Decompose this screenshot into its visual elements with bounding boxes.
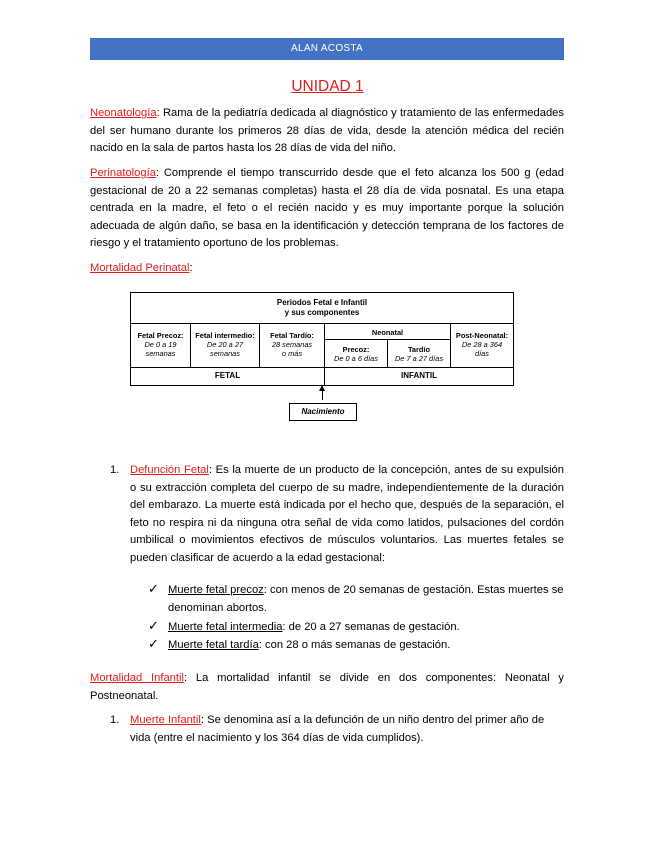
checklist-item	[168, 582, 564, 617]
checklist-item	[168, 619, 564, 637]
birth-arrow-head	[319, 385, 325, 391]
defuncion-fetal-term: Defunción Fetal	[130, 464, 209, 476]
muerte-infantil-paragraph	[130, 712, 564, 747]
fetal-precoz-value: semanas	[145, 349, 176, 358]
diagram-divider	[131, 367, 513, 368]
mortalidad-perinatal-suffix: :	[189, 262, 193, 274]
neonatologia-paragraph	[90, 105, 564, 158]
muerte-infantil-term: Muerte Infantil	[130, 714, 201, 726]
neonatologia-text: : Rama de la pediatría dedicada al diagnóstico y tratamiento de las enfermedades del ser humano durante los primeros 28 días de vida, desde la atención médica del recién nacido en la sala de partos hasta los 28 días de vida del niño.	[90, 107, 564, 154]
neonatal-tardio-value: De 7 a 27 días	[394, 354, 444, 363]
mortalidad-infantil-paragraph	[90, 670, 564, 705]
neonatal-precoz-value: De 0 a 6 días	[334, 354, 378, 363]
check-icon: ✓	[148, 636, 159, 651]
fetal-tardio-value: o más	[281, 349, 303, 358]
fetal-intermedio-value: semanas	[210, 349, 240, 358]
checklist-text: : con 28 o más semanas de gestación.	[258, 639, 451, 651]
checklist-item	[168, 637, 564, 655]
mortalidad-infantil-term: Mortalidad Infantil	[90, 672, 184, 684]
mortalidad-perinatal-heading	[90, 260, 564, 278]
neonatal-label: Neonatal	[371, 328, 404, 337]
post-neonatal-value: días	[475, 349, 489, 358]
header-banner	[90, 38, 564, 60]
neonatal-tardio-label: Tardío	[407, 345, 431, 354]
checklist-text: : con menos de 20 semanas de gestación. Estas muertes se denominan abortos.	[168, 584, 564, 614]
diagram-title-line2: y sus componentes	[284, 308, 360, 317]
muerte-infantil-text: : Se denomina así a la defunción de un niño dentro del primer año de vida (entre el nacimiento y los 364 días de vida cumplidos).	[130, 714, 545, 744]
check-icon: ✓	[148, 618, 159, 633]
neonatal-precoz-label: Precoz:	[342, 345, 370, 354]
fetal-precoz-label: Fetal Precoz:	[137, 331, 184, 340]
mortalidad-perinatal-term: Mortalidad Perinatal	[90, 262, 190, 274]
fetal-tardio-label: Fetal Tardío:	[270, 331, 314, 340]
fetal-intermedio-value: De 20 a 27	[206, 340, 244, 349]
post-neonatal-cell	[451, 331, 513, 358]
fetal-period-label: FETAL	[214, 371, 241, 380]
mortalidad-infantil-text: : La mortalidad infantil se divide en dos componentes: Neonatal y Postneonatal.	[90, 672, 564, 702]
fetal-precoz-value: De 0 a 19	[144, 340, 177, 349]
perinatologia-term: Perinatología	[90, 167, 156, 179]
defuncion-fetal-text: : Es la muerte de un producto de la concepción, antes de su expulsión o su extracción completa del cuerpo de su madre, independientemente de la duración del embarazo. La muerte está indicada por el hecho que, después de la separación, el feto no respira ni da ninguna otra señal de vida como latidos, pulsaciones del cordón umbilical o movimientos efectivos de músculos voluntarios. Las muertes fetales se pueden clasificar de acuerdo a la edad gestacional:	[130, 464, 565, 564]
post-neonatal-value: De 28 a 364	[461, 340, 503, 349]
fetal-precoz-cell	[131, 331, 190, 358]
author-name: ALAN ACOSTA	[290, 43, 364, 54]
defuncion-fetal-paragraph	[130, 462, 564, 567]
diagram-title	[131, 298, 513, 318]
defuncion-fetal-number: 1.	[110, 464, 120, 476]
diagram-title-line1: Periodos Fetal e Infantil	[276, 298, 368, 307]
periods-diagram	[130, 292, 514, 386]
neonatologia-term: Neonatología	[90, 107, 157, 119]
birth-box: Nacimiento	[289, 403, 357, 421]
fetal-tardio-value: 28 semanas	[271, 340, 313, 349]
infantil-period-label: INFANTIL	[401, 371, 437, 380]
checklist-text: : de 20 a 27 semanas de gestación.	[282, 621, 460, 633]
neonatal-tardio-cell	[388, 345, 450, 363]
checklist-term: Muerte fetal precoz	[168, 584, 264, 596]
fetal-tardio-cell	[260, 331, 324, 358]
neonatal-precoz-cell	[325, 345, 387, 363]
perinatologia-text: : Comprende el tiempo transcurrido desde que el feto alcanza los 500 g (edad gestacional de 20 a 22 semanas completas) hasta el 28 día de vida posnatal. Es una etapa centrada en la madre, el feto o el recién nacido y es muy importante porque la solución adecuada de algún daño, se basa en la identificación y detección temprana de los factores de riesgo y el tratamiento oportuno de los problemas.	[90, 167, 564, 249]
fetal-intermedio-label: Fetal intermedio:	[195, 331, 255, 340]
muerte-infantil-number: 1.	[110, 714, 120, 726]
checklist-term: Muerte fetal tardía	[168, 639, 259, 651]
checklist-term: Muerte fetal intermedia	[168, 621, 283, 633]
perinatologia-paragraph	[90, 165, 564, 253]
fetal-intermedio-cell	[191, 331, 259, 358]
check-icon: ✓	[148, 581, 159, 596]
page-title: UNIDAD 1	[291, 78, 364, 95]
post-neonatal-label: Post-Neonatal:	[455, 331, 509, 340]
diagram-divider	[131, 323, 513, 324]
